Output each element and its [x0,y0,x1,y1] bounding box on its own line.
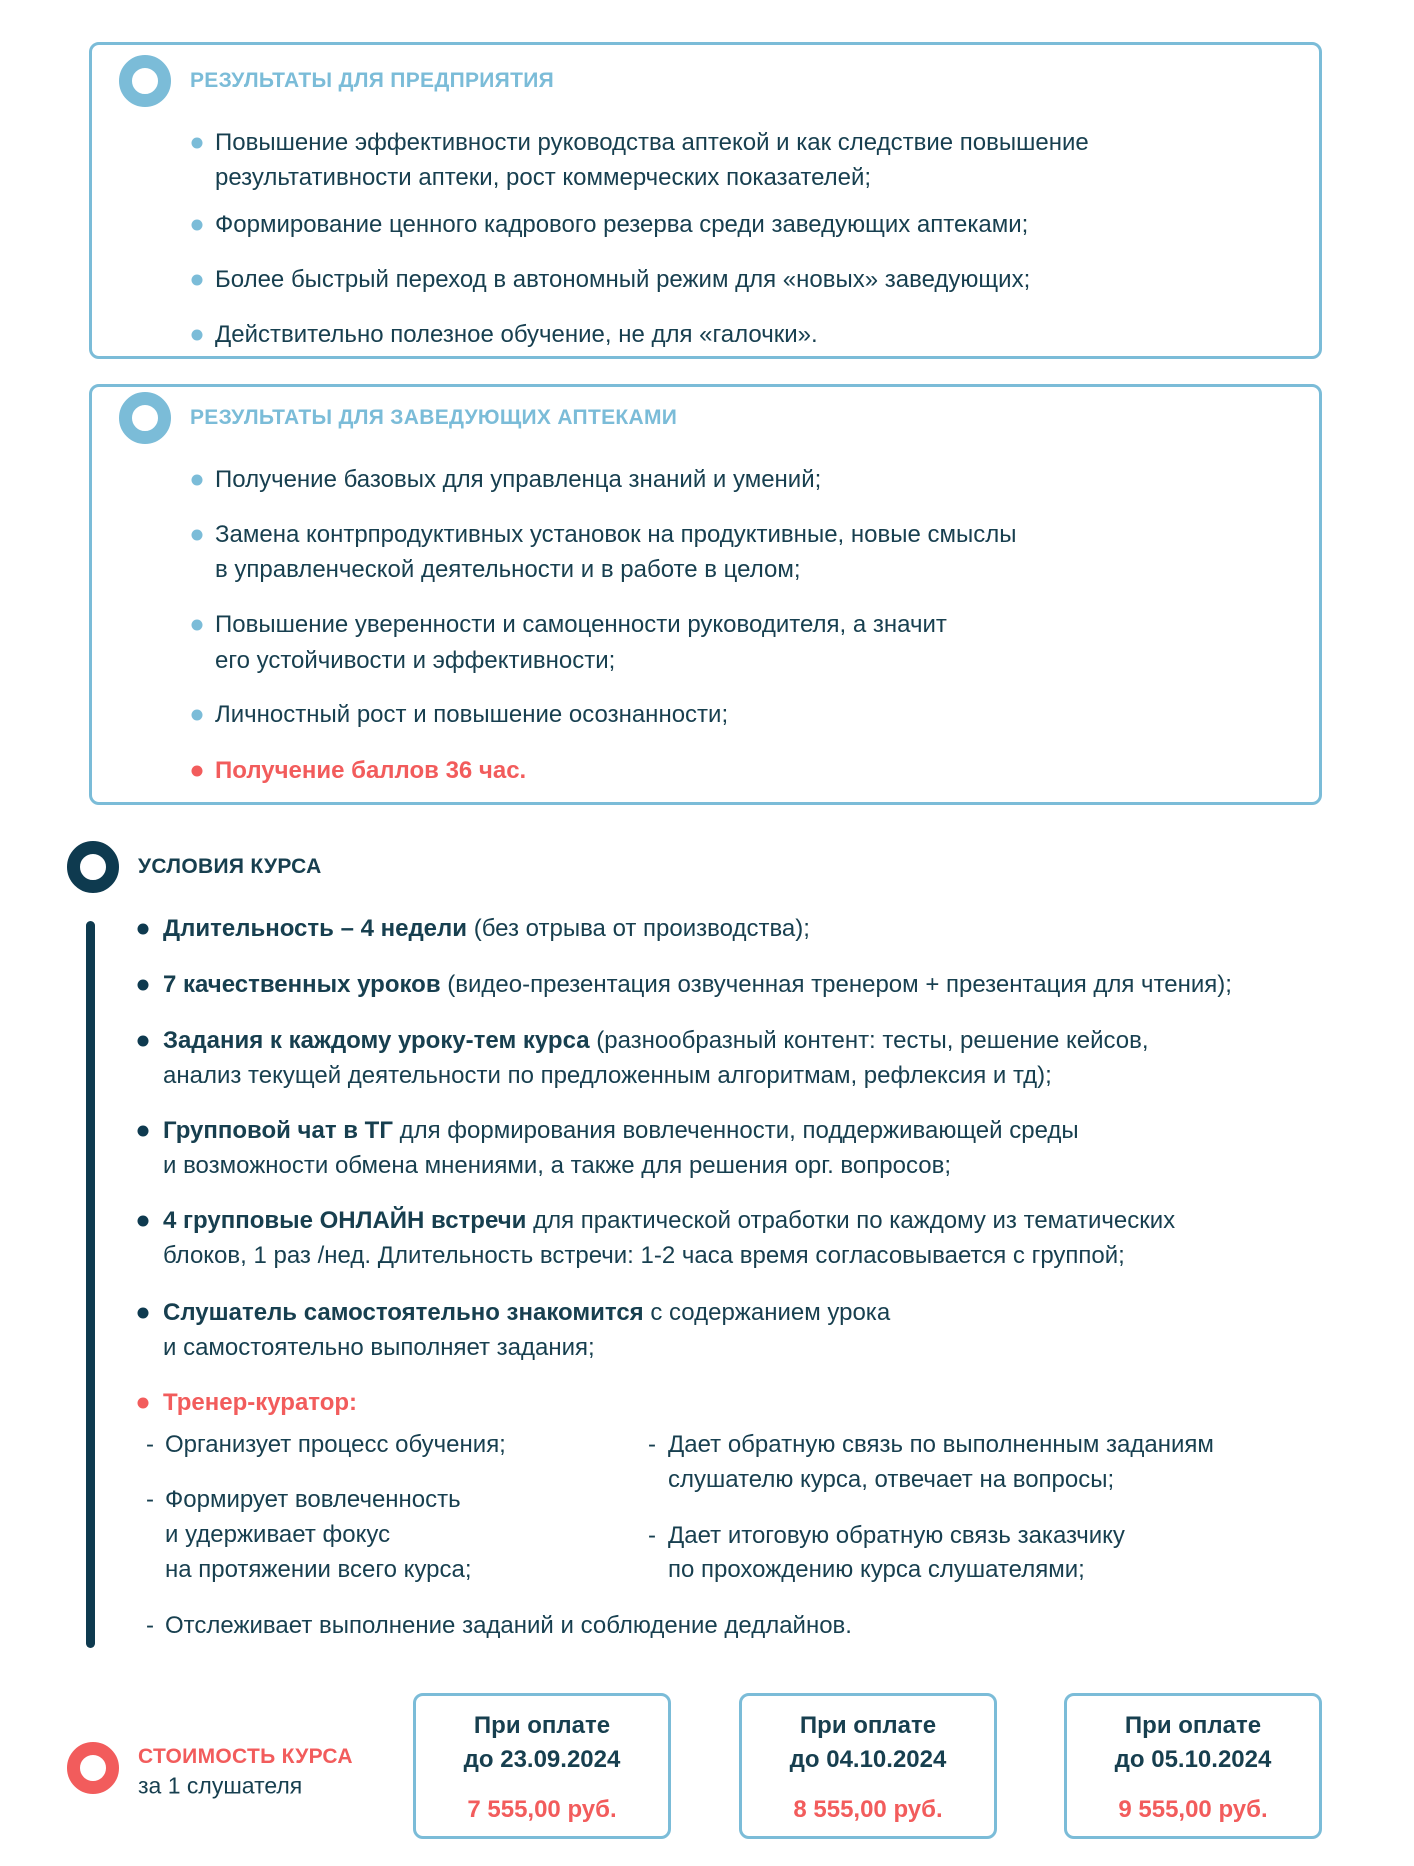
condition-item [163,1117,1079,1145]
list-item: результативности аптеки, рост коммерческих показателей; [215,164,872,191]
trainer-duty: Формирует вовлеченность [165,1486,461,1513]
trainer-duty: Организует процесс обучения; [165,1431,506,1458]
list-item: Повышение уверенности и самоценности руководителя, а значит [215,611,947,638]
trainer-duty: слушателю курса, отвечает на вопросы; [668,1466,1115,1493]
price-value: 8 555,00 руб. [793,1796,943,1823]
conditions-title: УСЛОВИЯ КУРСА [138,855,322,878]
trainer-duty: Отслеживает выполнение заданий и соблюдение дедлайнов. [165,1612,852,1639]
list-item: Личностный рост и повышение осознанности; [215,701,729,728]
enterprise-title: РЕЗУЛЬТАТЫ ДЛЯ ПРЕДПРИЯТИЯ [190,69,554,92]
bullet-icon [192,220,203,231]
condition-text: с содержанием урока [643,1299,891,1326]
ring-icon [119,392,171,444]
ring-icon [67,1742,119,1794]
condition-text: (без отрыва от производства); [467,915,810,942]
trainer-duty: и удерживает фокус [165,1521,391,1548]
points-highlight: Получение баллов 36 час. [215,757,527,784]
trainer-duty: Дает итоговую обратную связь заказчику [668,1522,1125,1549]
condition-line2: и возможности обмена мнениями, а также для решения орг. вопросов; [163,1152,951,1179]
bullet-icon [192,475,203,486]
condition-item [163,971,1232,999]
list-item: в управленческой деятельности и в работе в целом; [215,556,801,583]
bullet-icon [138,1308,149,1319]
condition-line2: блоков, 1 раз /нед. Длительность встречи: 1-2 часа время согласовывается с группой; [163,1242,1125,1269]
condition-bold: Слушатель самостоятельно знакомится [163,1299,644,1326]
bullet-icon [192,138,203,149]
vertical-bar [86,921,95,1648]
condition-item [163,1299,890,1327]
condition-item [163,915,810,943]
condition-text: для практической отработки по каждому из тематических [526,1207,1176,1234]
list-item: Более быстрый переход в автономный режим для «новых» заведующих; [215,266,1031,293]
condition-text: (разнообразный контент: тесты, решение кейсов, [589,1027,1149,1054]
dash-icon: - [146,1612,154,1639]
condition-bold: Групповой чат в ТГ [163,1117,393,1144]
trainer-duty: Дает обратную связь по выполненным заданиям [668,1431,1214,1458]
price-card [1064,1693,1322,1839]
list-item: его устойчивости и эффективности; [215,647,616,674]
condition-text: (видео-презентация озвученная тренером + презентация для чтения); [440,971,1232,998]
bullet-icon [138,924,149,935]
bullet-icon [192,275,203,286]
price-card [739,1693,997,1839]
condition-line2: и самостоятельно выполняет задания; [163,1334,595,1361]
dash-icon: - [146,1431,154,1458]
price-value: 7 555,00 руб. [467,1796,617,1823]
price-date: до 23.09.2024 [463,1746,621,1773]
condition-text: для формирования вовлеченности, поддерживающей среды [392,1117,1079,1144]
managers-results-box [89,384,1322,805]
list-item: Получение базовых для управленца знаний и умений; [215,466,822,493]
condition-line2: анализ текущей деятельности по предложенным алгоритмам, рефлексия и тд); [163,1062,1052,1089]
list-item: Замена контрпродуктивных установок на продуктивные, новые смыслы [215,521,1017,548]
bullet-icon [192,620,203,631]
dash-icon: - [648,1431,656,1458]
list-item: Повышение эффективности руководства аптекой и как следствие повышение [215,129,1089,156]
bullet-icon [192,330,203,341]
cost-subtitle: за 1 слушателя [138,1772,303,1799]
bullet-icon [192,530,203,541]
price-label: При оплате [799,1712,937,1739]
condition-bold: Длительность – 4 недели [163,915,468,942]
price-date: до 05.10.2024 [1114,1746,1272,1773]
bullet-icon [138,1126,149,1137]
ring-icon [67,841,119,893]
managers-title: РЕЗУЛЬТАТЫ ДЛЯ ЗАВЕДУЮЩИХ АПТЕКАМИ [190,406,678,429]
trainer-duty: на протяжении всего курса; [165,1556,472,1583]
condition-bold: 7 качественных уроков [163,971,441,998]
cost-title: СТОИМОСТЬ КУРСА [138,1745,353,1768]
trainer-duty: по прохождению курса слушателями; [668,1556,1085,1583]
list-item: Действительно полезное обучение, не для «галочки». [215,321,818,348]
condition-bold: Задания к каждому уроку-тем курса [163,1027,590,1054]
dash-icon: - [146,1486,154,1513]
price-label: При оплате [473,1712,611,1739]
ring-icon [119,55,171,107]
condition-item [163,1027,1149,1055]
bullet-icon [138,1398,149,1409]
price-label: При оплате [1124,1712,1262,1739]
price-card [413,1693,671,1839]
dash-icon: - [648,1522,656,1549]
condition-item [163,1207,1175,1235]
bullet-icon [192,710,203,721]
bullet-icon [138,1216,149,1227]
bullet-icon [138,1036,149,1047]
price-date: до 04.10.2024 [789,1746,947,1773]
bullet-icon [138,980,149,991]
price-value: 9 555,00 руб. [1118,1796,1268,1823]
condition-bold: 4 групповые ОНЛАЙН встречи [163,1207,527,1234]
trainer-label: Тренер-куратор: [163,1389,358,1416]
bullet-icon [192,766,203,777]
list-item: Формирование ценного кадрового резерва среди заведующих аптеками; [215,211,1029,238]
